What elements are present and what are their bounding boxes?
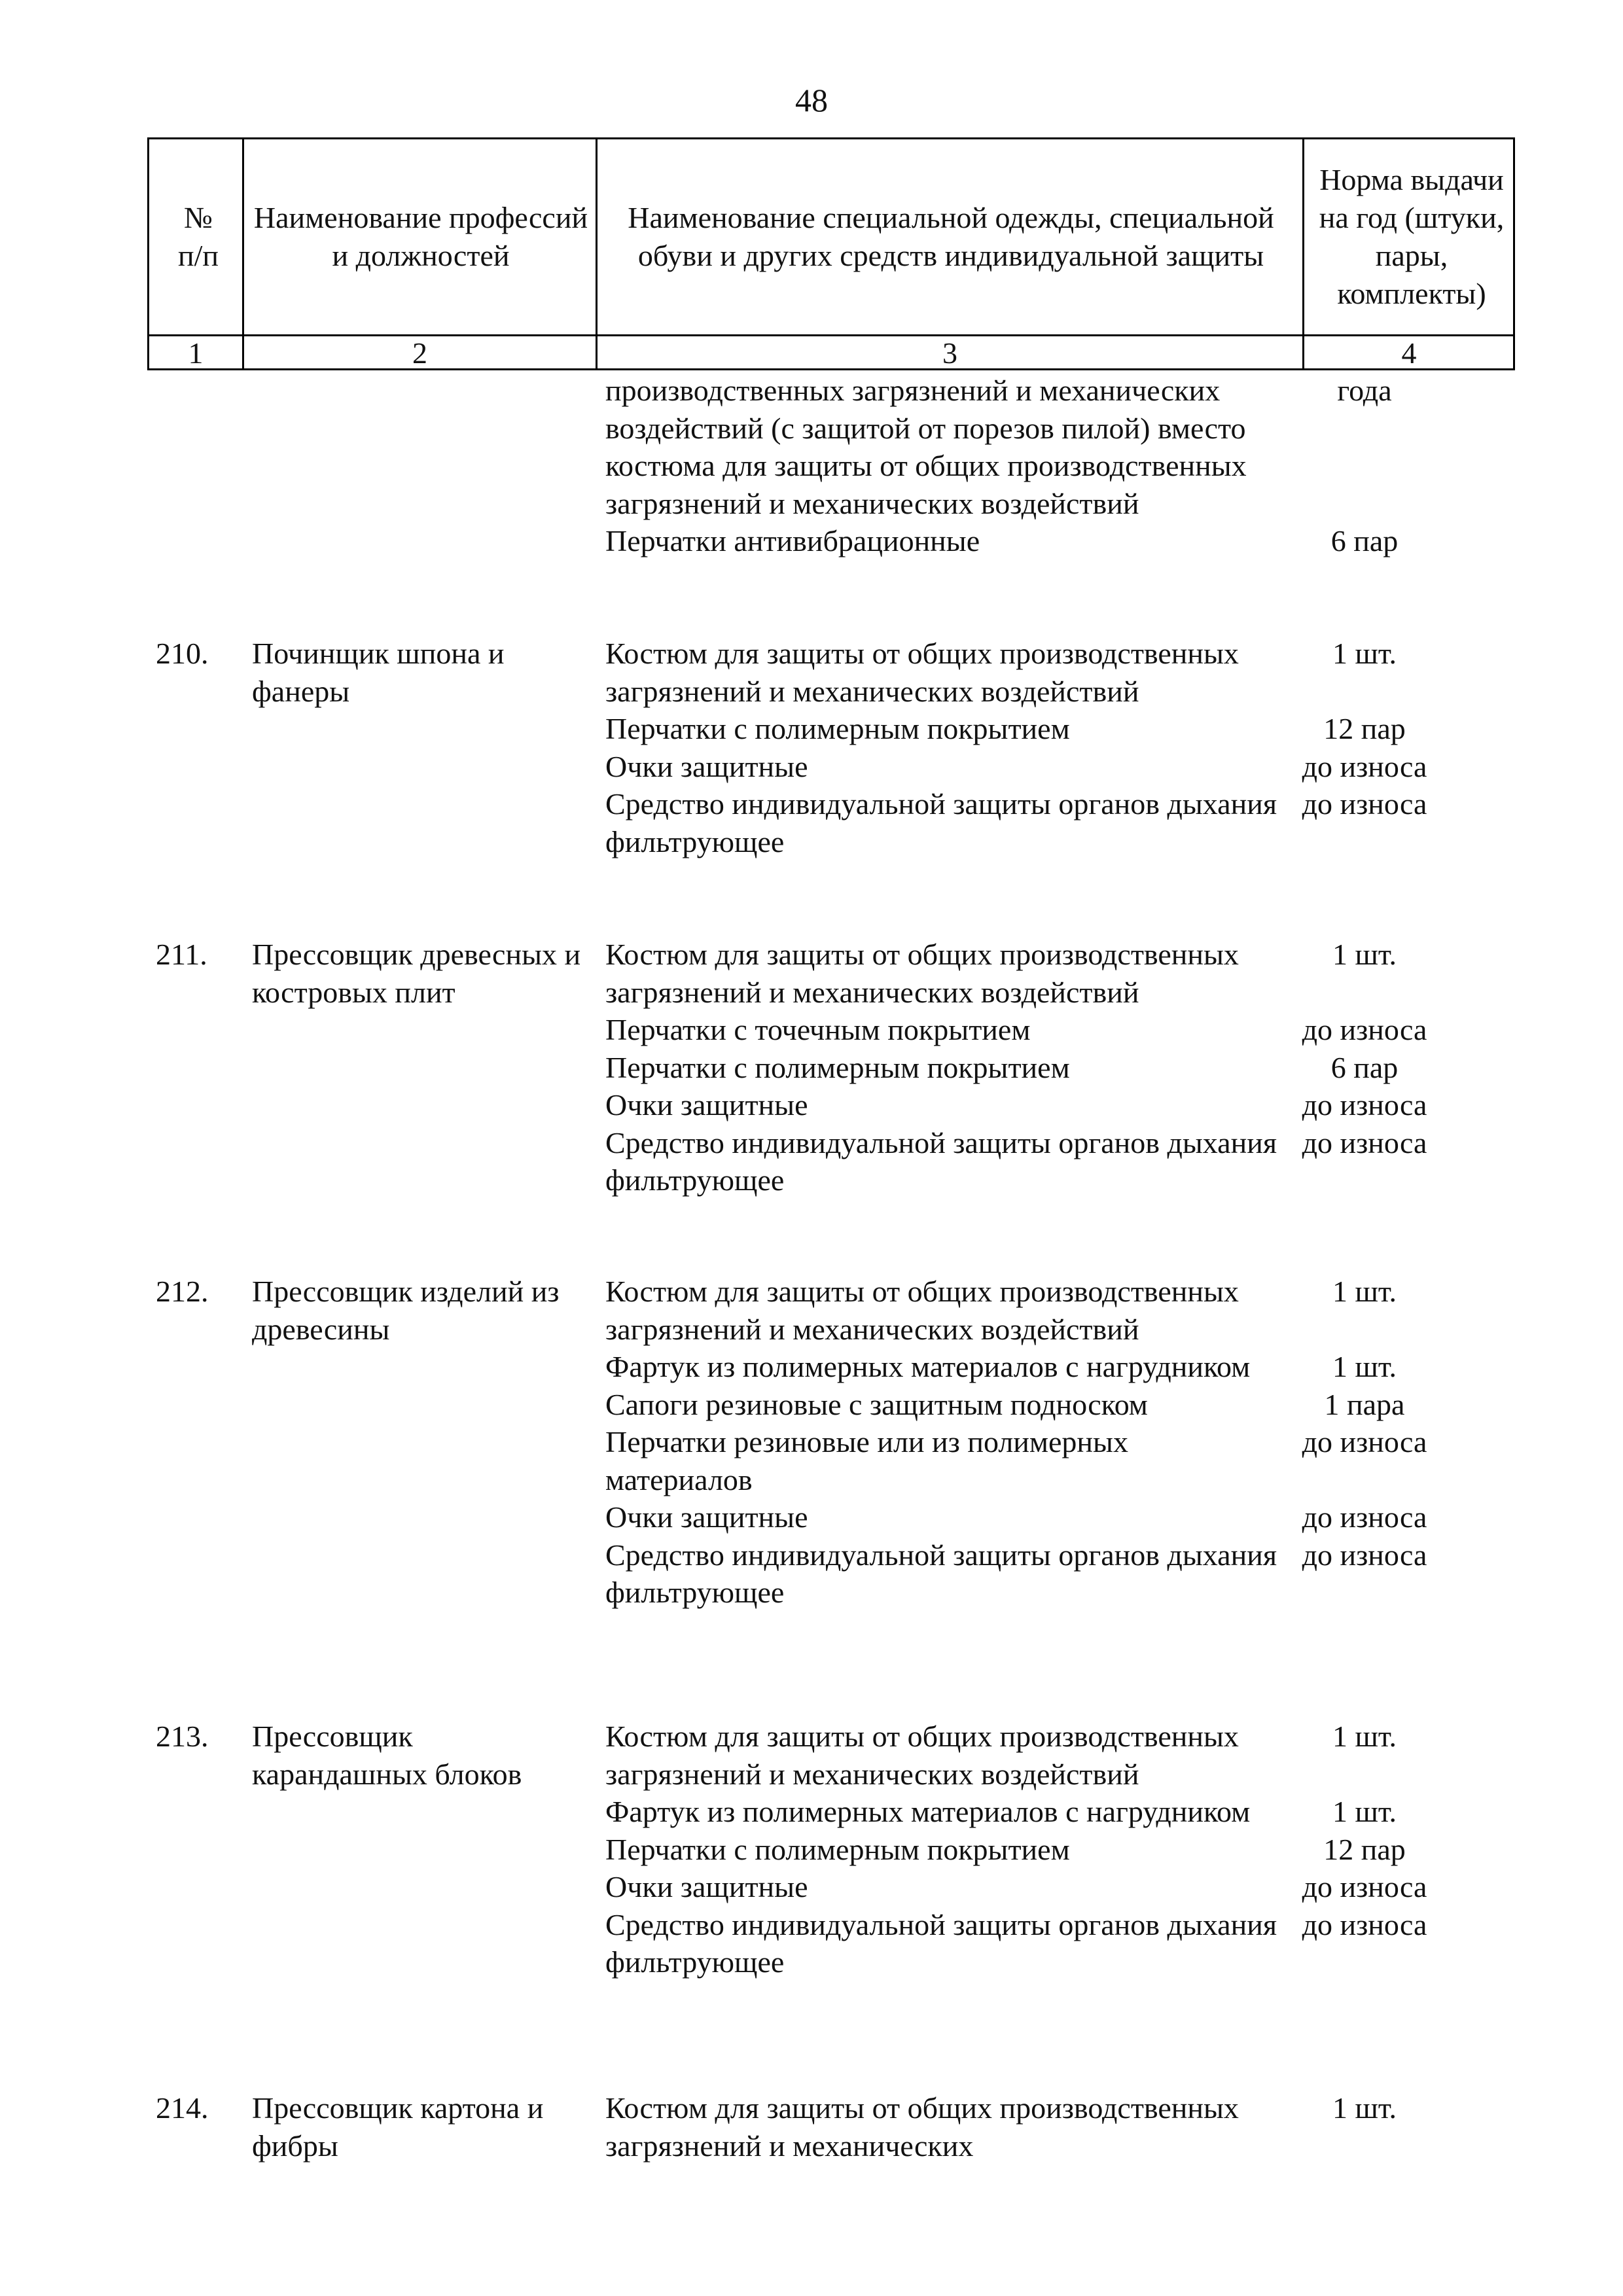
list-item — [605, 1793, 1522, 1831]
list-item — [605, 635, 1522, 710]
item-qty: 6 пар — [1330, 524, 1399, 557]
profession-name: Прессовщик картона и фибры — [252, 2091, 544, 2163]
item-qty: 1 шт. — [1332, 637, 1397, 670]
list-item — [605, 1718, 1522, 1793]
item-name: Перчатки с полимерным покрытием — [605, 1832, 1070, 1866]
item-qty: 6 пар — [1330, 1050, 1399, 1084]
item-qty: до износа — [1302, 1538, 1427, 1572]
item-qty: 1 шт. — [1332, 938, 1397, 971]
item-qty: 1 шт. — [1332, 1720, 1397, 1753]
row-number: 212. — [156, 1275, 209, 1308]
list-item — [605, 1868, 1522, 1906]
item-list — [605, 1273, 1427, 1612]
header-number-2: 2 — [412, 336, 427, 370]
list-item — [605, 1086, 1522, 1124]
item-list — [605, 2089, 1397, 2164]
item-qty: года — [1337, 374, 1392, 407]
item-list — [605, 936, 1427, 1199]
list-item — [605, 372, 1522, 522]
item-qty: до износа — [1302, 787, 1427, 821]
list-item — [605, 1906, 1522, 1981]
item-list — [605, 635, 1427, 860]
item-name: Перчатки резиновые или из полимерных материалов — [605, 1425, 1128, 1496]
list-item — [605, 1124, 1522, 1199]
item-name: Средство индивидуальной защиты органов дыхания фильтрующее — [605, 1125, 1277, 1197]
item-name: Очки защитные — [605, 1088, 808, 1122]
row-number: 214. — [156, 2091, 209, 2125]
list-item — [605, 936, 1522, 1011]
table-header — [147, 137, 1515, 370]
item-qty: до износа — [1302, 749, 1427, 783]
item-qty: до износа — [1302, 1125, 1427, 1159]
row-number: 210. — [156, 637, 209, 670]
list-item — [605, 1423, 1522, 1498]
header-number-3: 3 — [942, 336, 957, 370]
item-name: Фартук из полимерных материалов с нагрудником — [605, 1350, 1251, 1383]
list-item — [605, 522, 1522, 560]
list-item — [605, 1049, 1522, 1087]
profession-name: Прессовщик карандашных блоков — [252, 1720, 522, 1791]
list-item — [605, 1831, 1522, 1869]
item-name: Костюм для защиты от общих производственных загрязнений и механических воздействий — [605, 1275, 1239, 1346]
row-number: 211. — [156, 938, 207, 971]
item-qty: до износа — [1302, 1500, 1427, 1534]
list-item — [605, 1348, 1522, 1386]
item-name: Костюм для защиты от общих производственных загрязнений и механических воздействий — [605, 637, 1239, 708]
header-number-1: 1 — [188, 336, 204, 370]
header-col-items: Наименование специальной одежды, специальной обуви и других средств индивидуальной защиты — [628, 201, 1274, 272]
item-qty: до износа — [1302, 1870, 1427, 1903]
item-name: Средство индивидуальной защиты органов дыхания фильтрующее — [605, 1907, 1277, 1979]
header-col-profession: Наименование профессий и должностей — [253, 201, 588, 272]
item-qty: до износа — [1302, 1907, 1427, 1941]
list-item — [605, 1011, 1522, 1049]
item-qty: до износа — [1302, 1088, 1427, 1122]
item-name: Перчатки с точечным покрытием — [605, 1013, 1031, 1046]
item-name: Перчатки антивибрационные — [605, 524, 980, 557]
header-col-number: № п/п — [177, 201, 219, 272]
item-qty: 1 шт. — [1332, 1350, 1397, 1383]
item-name: Очки защитные — [605, 1500, 808, 1534]
list-item — [605, 1273, 1522, 1348]
item-name: Средство индивидуальной защиты органов дыхания фильтрующее — [605, 1538, 1277, 1609]
item-name: Очки защитные — [605, 749, 808, 783]
item-list — [605, 1718, 1427, 1981]
item-qty: до износа — [1302, 1425, 1427, 1458]
list-item — [605, 2089, 1522, 2164]
list-item — [605, 785, 1522, 860]
item-name: Костюм для защиты от общих производственных загрязнений и механических воздействий — [605, 938, 1239, 1009]
item-name: Средство индивидуальной защиты органов дыхания фильтрующее — [605, 787, 1277, 858]
item-name: Сапоги резиновые с защитным подноском — [605, 1387, 1148, 1421]
profession-name: Починщик шпона и фанеры — [252, 637, 505, 708]
item-name: Очки защитные — [605, 1870, 808, 1903]
item-name: Перчатки с полимерным покрытием — [605, 1050, 1070, 1084]
list-item — [605, 1498, 1522, 1536]
profession-name: Прессовщик древесных и костровых плит — [252, 938, 581, 1009]
item-qty: 1 шт. — [1332, 2091, 1397, 2125]
item-qty: 1 шт. — [1332, 1795, 1397, 1828]
item-name: Костюм для защиты от общих производственных загрязнений и механических — [605, 2091, 1239, 2163]
item-qty: 12 пар — [1323, 1832, 1406, 1866]
header-col-norm: Норма выдачи на год (штуки, пары, комплекты) — [1319, 163, 1505, 310]
page-number: 48 — [795, 82, 828, 118]
item-name: Костюм для защиты от общих производственных загрязнений и механических воздействий — [605, 1720, 1239, 1791]
item-qty: 12 пар — [1323, 712, 1406, 745]
list-item — [605, 1536, 1522, 1612]
list-item — [605, 1386, 1522, 1424]
list-item — [605, 710, 1522, 748]
profession-name: Прессовщик изделий из древесины — [252, 1275, 560, 1346]
row-number: 213. — [156, 1720, 209, 1753]
item-qty: 1 шт. — [1332, 1275, 1397, 1308]
item-name: Фартук из полимерных материалов с нагрудником — [605, 1795, 1251, 1828]
item-qty: 1 пара — [1324, 1387, 1405, 1421]
item-name: Перчатки с полимерным покрытием — [605, 712, 1070, 745]
header-number-4: 4 — [1401, 336, 1417, 370]
item-qty: до износа — [1302, 1013, 1427, 1046]
item-list — [605, 372, 1399, 560]
item-name: производственных загрязнений и механических воздействий (с защитой от порезов пилой) вместо костюма для защиты от общих производственных загрязнений и механических воздействий — [605, 374, 1247, 520]
list-item — [605, 748, 1522, 786]
